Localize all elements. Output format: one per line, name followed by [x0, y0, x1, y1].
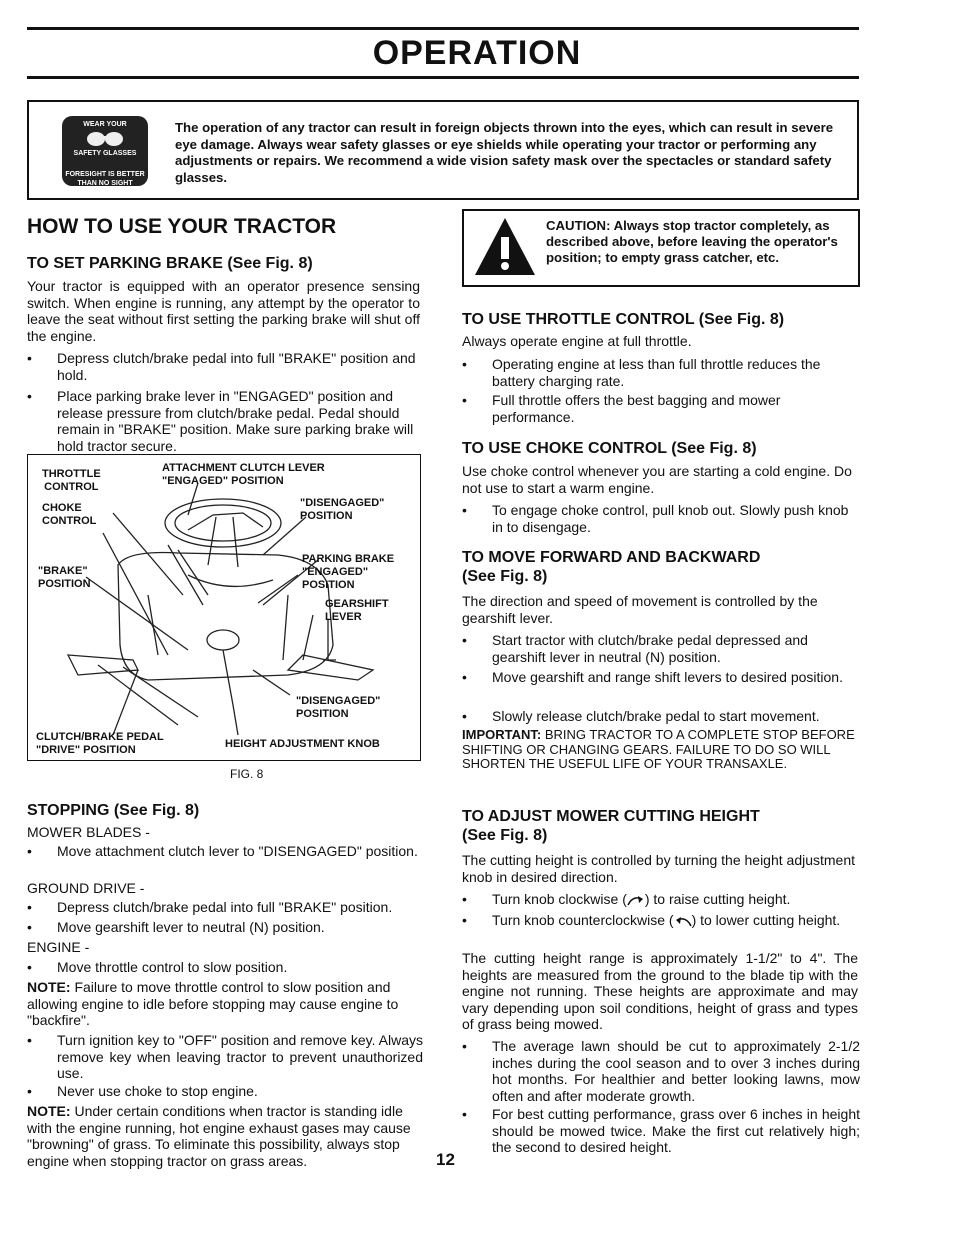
important-label: IMPORTANT:: [462, 727, 542, 742]
mower-blades-label: MOWER BLADES -: [27, 824, 150, 840]
label-gearshift: GEARSHIFT LEVER: [325, 598, 389, 623]
badge-line: THAN NO SIGHT: [77, 180, 133, 187]
mower-blades-bullet: • Move attachment clutch lever to "DISENGAGED" position.: [27, 843, 421, 860]
height-bullet-raise: [462, 891, 860, 908]
section-heading: HOW TO USE YOUR TRACTOR: [27, 215, 337, 238]
caution-box: [462, 209, 860, 287]
parking-bullet: • Place parking brake lever in "ENGAGED" position and release pressure from clutch/brake pedal. Pedal should remain in "BRAKE" position. Make sure parking brake will hold tractor secure.: [27, 388, 421, 454]
important-note: [462, 728, 858, 772]
move-bullet: • Start tractor with clutch/brake pedal depressed and gearshift lever in neutral (N) position.: [462, 632, 860, 665]
warning-triangle-icon: [473, 215, 537, 279]
engine-bullet: • Move throttle control to slow position.: [27, 959, 427, 976]
note-text: Under certain conditions when tractor is standing idle with the engine running, hot engine exhaust gases may cause "browning" of grass. To eliminate this possibility, always stop engine when stopping tractor on grass areas.: [27, 1103, 411, 1169]
safety-warning-box: [27, 100, 859, 200]
height-bullet-text: Turn knob clockwise (: [492, 891, 627, 907]
label-attachment-clutch: ATTACHMENT CLUTCH LEVER "ENGAGED" POSITION: [162, 462, 325, 487]
throttle-heading: TO USE THROTTLE CONTROL (See Fig. 8): [462, 311, 785, 328]
label-disengaged-top: "DISENGAGED" POSITION: [300, 497, 385, 522]
engine-bullet: • Never use choke to stop engine.: [27, 1083, 423, 1100]
clockwise-arrow-icon: [627, 894, 645, 906]
label-brake-position: "BRAKE" POSITION: [38, 565, 91, 590]
glasses-shape: [85, 130, 125, 148]
ground-drive-bullet: • Move gearshift lever to neutral (N) position.: [27, 919, 427, 936]
figure-caption: FIG. 8: [230, 767, 264, 781]
important-text: BRING TRACTOR TO A COMPLETE STOP BEFORE SHIFTING OR CHANGING GEARS. FAILURE TO DO SO WILL SHORTEN THE USEFUL LIFE OF YOUR TRANSAXLE.: [462, 727, 855, 771]
label-parking-brake: PARKING BRAKE "ENGAGED" POSITION: [302, 553, 395, 591]
label-height-knob: HEIGHT ADJUSTMENT KNOB: [225, 738, 380, 750]
counterclockwise-arrow-icon: [674, 915, 692, 927]
page-title: OPERATION: [372, 34, 582, 72]
move-intro: The direction and speed of movement is controlled by the gearshift lever.: [462, 593, 818, 626]
safety-warning-text: The operation of any tractor can result in foreign objects thrown into the eyes, which can result in severe eye damage. Always wear safety glasses or eye shields while operating your tractor or performing any adjustments or repairs. We recommend a wide vision safety mask over the spectacles or standard safety glasses.: [175, 120, 834, 185]
label-throttle: THROTTLE CONTROL: [42, 468, 101, 493]
badge-line: SAFETY GLASSES: [73, 150, 137, 157]
height-bullet: • For best cutting performance, grass over 6 inches in height should be mowed twice. Make the first cut relatively high; the second to desired height.: [462, 1106, 860, 1156]
ground-drive-label: GROUND DRIVE -: [27, 880, 145, 896]
choke-intro: Use choke control whenever you are starting a cold engine. Do not use to start a warm engine.: [462, 463, 852, 496]
height-bullet-text: Turn knob counterclockwise (: [492, 912, 674, 928]
ground-drive-bullet: • Depress clutch/brake pedal into full "BRAKE" position.: [27, 899, 427, 916]
note-text: Failure to move throttle control to slow position and allowing engine to idle before stopping may cause engine to "backfire".: [27, 979, 399, 1028]
note-2: [27, 1103, 425, 1169]
move-heading: TO MOVE FORWARD AND BACKWARD (See Fig. 8): [462, 549, 761, 585]
height-heading: TO ADJUST MOWER CUTTING HEIGHT (See Fig. 8): [462, 808, 760, 844]
label-choke: CHOKE CONTROL: [42, 502, 97, 527]
throttle-bullet: • Full throttle offers the best bagging and mower performance.: [462, 392, 858, 425]
label-clutch-pedal: CLUTCH/BRAKE PEDAL "DRIVE" POSITION: [36, 731, 164, 756]
parking-bullet: • Depress clutch/brake pedal into full "BRAKE" position and hold.: [27, 350, 421, 383]
top-rule: [27, 27, 859, 30]
engine-bullet: • Turn ignition key to "OFF" position and remove key. Always remove key when leaving tractor to prevent unauthorized use.: [27, 1032, 423, 1082]
safety-glasses-icon: [62, 116, 148, 186]
move-bullet: • Move gearshift and range shift levers to desired position.: [462, 669, 860, 686]
height-intro: The cutting height is controlled by turning the height adjustment knob in desired direction.: [462, 852, 856, 885]
choke-heading: TO USE CHOKE CONTROL (See Fig. 8): [462, 440, 757, 457]
move-bullet: • Slowly release clutch/brake pedal to start movement.: [462, 708, 860, 725]
label-disengaged-bottom: "DISENGAGED" POSITION: [296, 695, 381, 720]
height-bullet-lower: [462, 912, 860, 929]
note-label: NOTE:: [27, 1103, 71, 1119]
engine-label: ENGINE -: [27, 939, 90, 955]
parking-brake-heading: TO SET PARKING BRAKE (See Fig. 8): [27, 255, 313, 272]
height-bullet-text: ) to raise cutting height.: [644, 891, 791, 907]
title-rule: [27, 76, 859, 79]
stopping-heading: STOPPING (See Fig. 8): [27, 802, 200, 819]
height-range: The cutting height range is approximately 1-1/2" to 4". The heights are measured from the ground to the blade tip with the engine not running. These heights are approximate and may vary depending upon soil conditions, height of grass and types of grass being mowed.: [462, 950, 858, 1032]
height-bullet: • The average lawn should be cut to approximately 2-1/2 inches during the cool season and to over 3 inches during hot months. For healthier and better looking lawns, mow often and after moderate growth.: [462, 1038, 860, 1104]
page-number: 12: [436, 1150, 455, 1169]
caution-text: CAUTION: Always stop tractor completely, as described above, before leaving the operator's position; to empty grass catcher, etc.: [546, 218, 838, 265]
badge-line: WEAR YOUR: [83, 121, 127, 128]
choke-bullet: • To engage choke control, pull knob out. Slowly push knob in to disengage.: [462, 502, 858, 535]
throttle-bullet: • Operating engine at less than full throttle reduces the battery charging rate.: [462, 356, 858, 389]
height-bullet-text: ) to lower cutting height.: [691, 912, 841, 928]
parking-intro: Your tractor is equipped with an operator presence sensing switch. When engine is running, any attempt by the operator to leave the seat without first setting the parking brake will shut off the engine.: [27, 278, 420, 344]
note-label: NOTE:: [27, 979, 71, 995]
note-1: [27, 979, 423, 1029]
throttle-intro: Always operate engine at full throttle.: [462, 333, 692, 349]
badge-line: FORESIGHT IS BETTER: [65, 171, 145, 178]
figure-8: [27, 454, 421, 761]
